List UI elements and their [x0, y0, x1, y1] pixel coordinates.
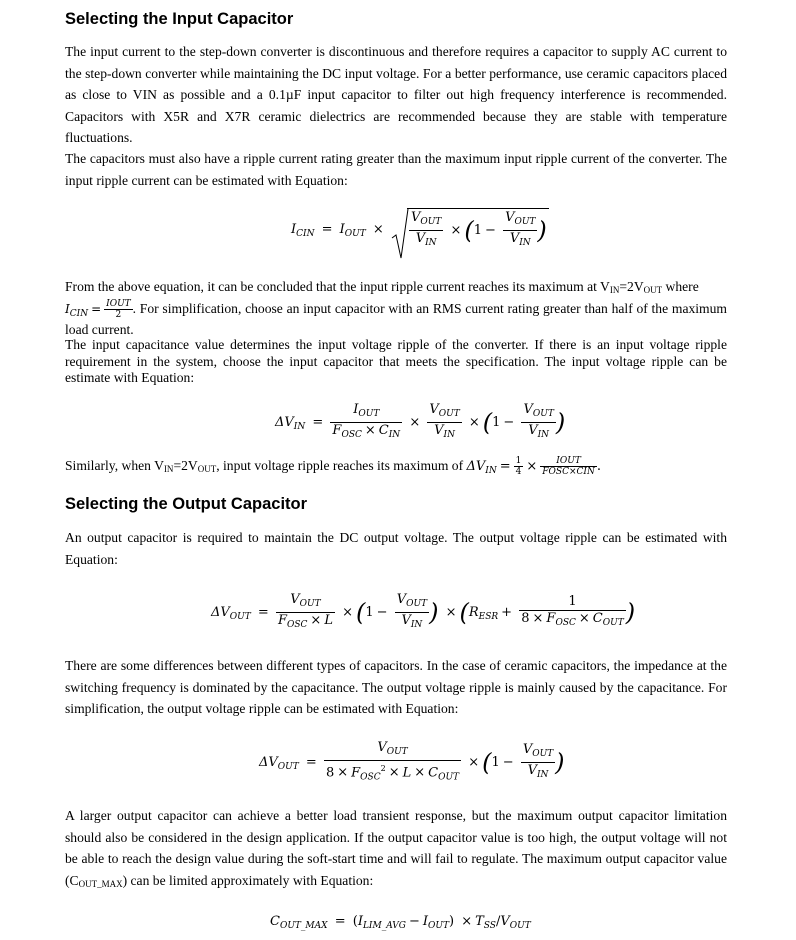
paragraph-ripple-maximum: From the above equation, it can be concluded that the input ripple current reaches its maximum at VIN=2VOUT where $I_{CIN}$ = IOUT 2 . For simplification, choose an input capacitor with an RMS current rating greater than half of the maximum load current.	[65, 279, 727, 337]
paragraph-input-current: The input current to the step-down converter is discontinuous and therefore requires a capacitor to supply AC current to the step-down converter while maintaining the DC input voltage. For a better performance, use ceramic capacitors placed as close to VIN as possible and a 0.1µF input capacitor to filter out high frequency interference is recommended. Capacitors with X5R and X7R ceramic dielectrics are recommended because they are stable with temperature fluctuations.	[65, 44, 727, 145]
section-title-output-capacitor: Selecting the Output Capacitor	[65, 495, 308, 513]
paragraph-larger-output-capacitor: A larger output capacitor can achieve a better load transient response, but the maximum output capacitor limitation should also be considered in the design application. If the output capacitor value is too high, the output voltage will not be able to reach the design value during the soft-start time and will fail to regulate. The maximum output capacitor value (COUT_MAX) can be limited approximately with Equation:	[65, 808, 727, 889]
section-title-input-capacitor: Selecting the Input Capacitor	[65, 10, 294, 28]
equation-max-output-capacitor: $C_{OUT\_MAX} = (I_{LIM\_AVG} - I_{OUT}) \times T_{SS}/V_{OUT}$	[270, 914, 531, 931]
equation-input-voltage-ripple: $\Delta V_{IN}$ = $I_{OUT}$ $F_{OSC} \times C_{IN}$ × $V_{OUT}$ $V_{IN}$ × (1 − $V_{OUT}$ $V_{IN}$ )	[275, 402, 566, 440]
sqrt-symbol: $V_{OUT}$ $V_{IN}$ × (1 − $V_{OUT}$ $V_{IN}$ )	[391, 208, 549, 251]
paragraph-input-voltage-ripple: The input capacitance value determines the input voltage ripple of the converter. If there is an input voltage ripple requirement in the system, choose the input capacitor that meets the specification. The input voltage ripple can be estimate with Equation:	[65, 337, 727, 385]
equation-input-ripple-current: $I_{CIN} = I_{OUT}$ × $V_{OUT}$ $V_{IN}$ × (1 − $V_{OUT}$ $V_{IN}$ )	[291, 208, 549, 251]
inline-equation-max-ripple: $\Delta V_{IN}$ = $\frac{1}{4}$ × IOUT FOSC×CIN .	[466, 456, 601, 477]
equation-output-ripple-esr: $\Delta V_{OUT}$ = $V_{OUT}$ $F_{OSC} \times L$ × (1 − $V_{OUT}$ $V_{IN}$ ) × ($R_{ESR}$ + 1 $8 \times F_{OSC} \times C_{OUT}$ )	[211, 592, 636, 630]
paragraph-similarly: Similarly, when VIN=2VOUT, input voltage ripple reaches its maximum of $\Delta V_{IN}$ = $\frac{1}{4}$ × IOUT FOSC×CIN .	[65, 456, 601, 477]
paragraph-ripple-rating: The capacitors must also have a ripple current rating greater than the maximum input ripple current of the converter. The input ripple current can be estimated with Equation:	[65, 151, 727, 188]
paragraph-output-capacitor: An output capacitor is required to maintain the DC output voltage. The output voltage ripple can be estimated with Equation:	[65, 530, 727, 567]
equation-output-ripple-simplified: $\Delta V_{OUT}$ = $V_{OUT}$ $8 \times F_{OSC}^2 \times L \times C_{OUT}$ × (1 − $V_{OUT}$ $V_{IN}$ )	[259, 740, 565, 783]
inline-equation-icin: $I_{CIN}$ = IOUT 2	[65, 298, 131, 320]
paragraph-capacitor-differences: There are some differences between different types of capacitors. In the case of ceramic capacitors, the impedance at the switching frequency is dominated by the capacitance. The output voltage ripple is mainly caused by the capacitance. For simplification, the output voltage ripple can be estimated with Equation:	[65, 658, 727, 716]
